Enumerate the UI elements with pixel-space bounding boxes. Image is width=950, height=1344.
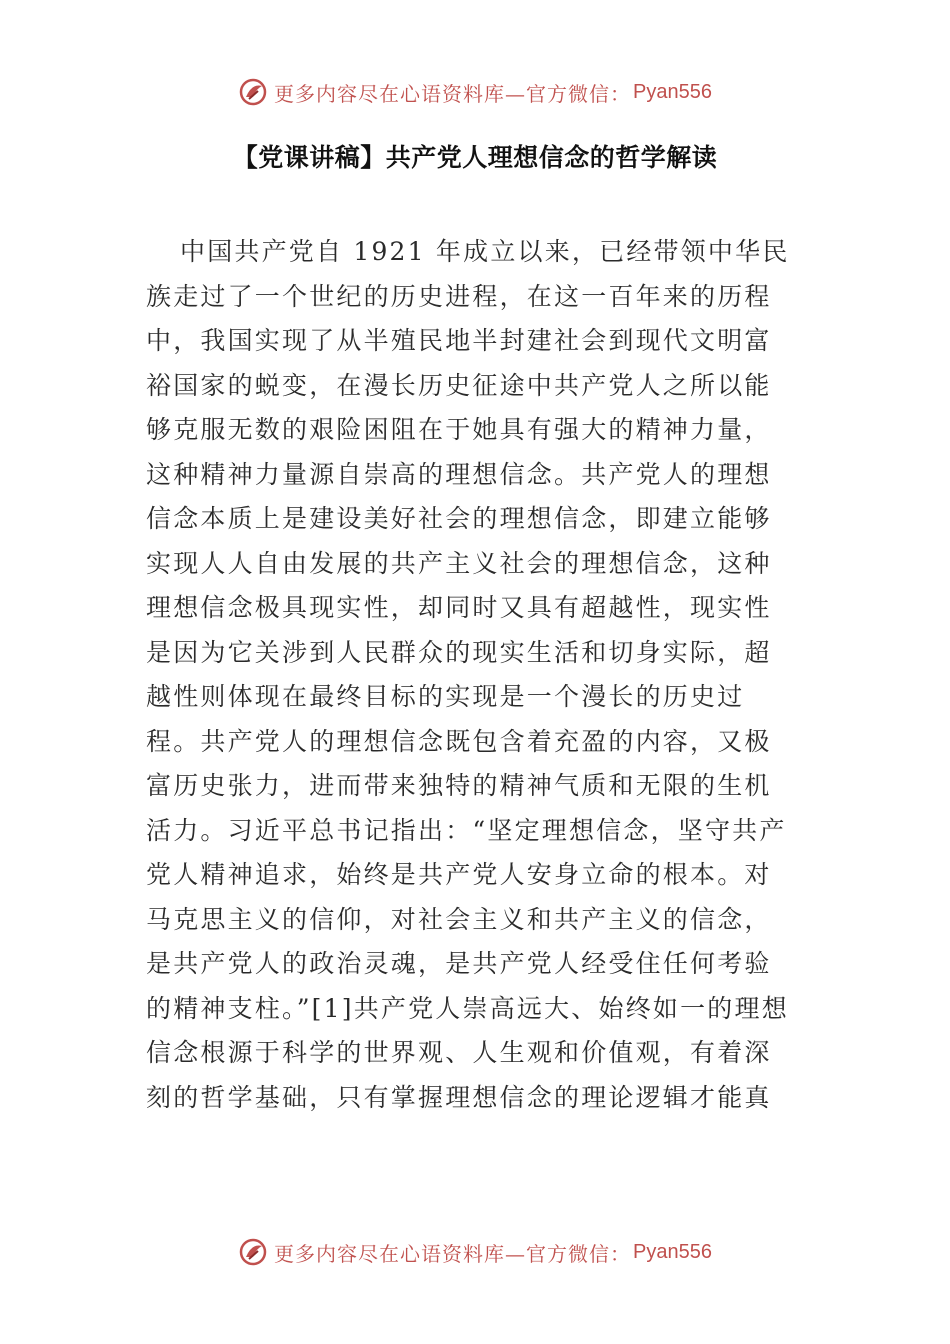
body-line: 程。共产党人的理想信念既包含着充盈的内容，又极 [146,726,772,756]
body-line: 马克思主义的信仰，对社会主义和共产主义的信念， [146,904,772,934]
body-line: 信念本质上是建设美好社会的理想信念，即建立能够 [146,504,772,533]
body-line: 信念根源于科学的世界观、人生观和价值观，有着深 [146,1038,772,1067]
body-line: 裕国家的蜕变，在漫长历史征途中共产党人之所以能 [146,370,772,400]
body-line: 实现人人自由发展的共产主义社会的理想信念，这种 [146,548,772,578]
body-line: 理想信念极具现实性，却同时又具有超越性，现实性 [146,593,772,622]
body-line: 是共产党人的政治灵魂，是共产党人经受住任何考验 [146,949,772,978]
watermark-logo-icon [238,77,268,107]
watermark-handle: Pyan556 [633,80,712,103]
body-line: 的精神支柱。”[1]共产党人崇高远大、始终如一的理想 [146,993,789,1023]
body-line: 够克服无数的艰险困阻在于她具有强大的精神力量， [146,415,772,444]
body-line: 族走过了一个世纪的历史进程，在这一百年来的历程 [146,281,772,311]
watermark-text: 更多内容尽在心语资料库—官方微信： [274,1241,632,1266]
body-line: 越性则体现在最终目标的实现是一个漫长的历史过 [146,682,745,711]
watermark-handle: Pyan556 [633,1240,712,1263]
body-line: 中，我国实现了从半殖民地半封建社会到现代文明富 [146,326,772,355]
body-line: 是因为它关涉到人民群众的现实生活和切身实际，超 [146,637,772,667]
body-line: 刻的哲学基础，只有掌握理想信念的理论逻辑才能真 [146,1082,772,1112]
watermark-logo-icon [238,1237,268,1267]
body-line: 活力。习近平总书记指出：“坚定理想信念，坚守共产 [146,815,787,845]
header-watermark [0,72,950,112]
body-line: 党人精神追求，始终是共产党人安身立命的根本。对 [146,860,772,889]
body-line: 这种精神力量源自崇高的理想信念。共产党人的理想 [146,459,772,489]
footer-watermark [0,1232,950,1272]
document-title: 【党课讲稿】共产党人理想信念的哲学解读 [232,143,718,172]
watermark-text: 更多内容尽在心语资料库—官方微信： [274,81,632,106]
body-line: 中国共产党自 1921 年成立以来，已经带领中华民 [180,237,790,266]
body-line: 富历史张力，进而带来独特的精神气质和无限的生机 [146,771,772,800]
body-paragraph [146,230,806,1120]
